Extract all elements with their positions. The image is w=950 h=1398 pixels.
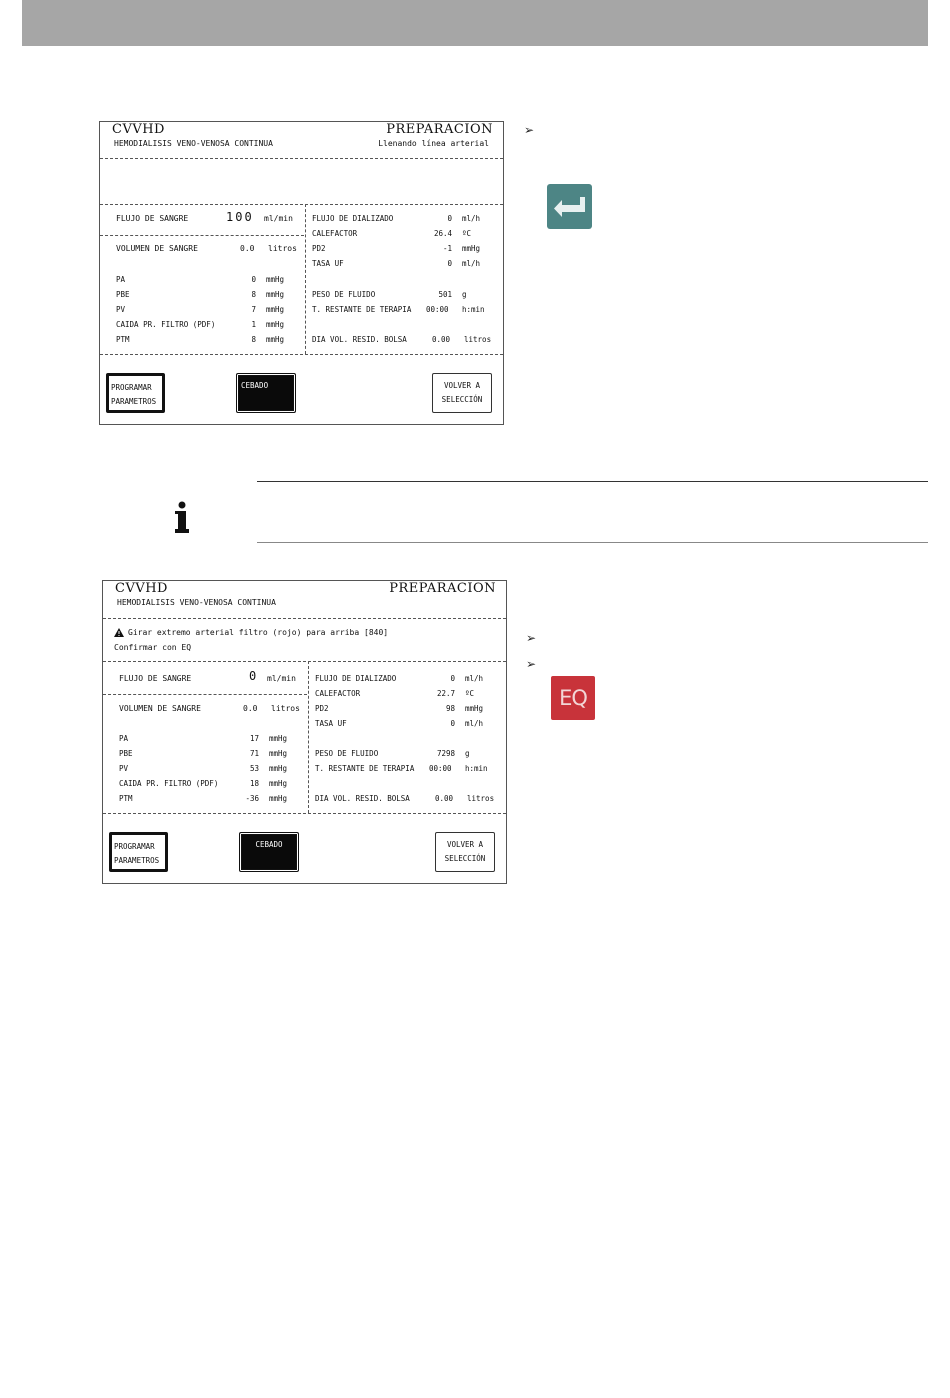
mode-title: CVVHD: [115, 581, 168, 596]
blood-volume-value: 0.0: [240, 244, 255, 253]
uf-rate-unit: ml/h: [462, 259, 481, 268]
pd2-unit: mmHg: [465, 704, 484, 713]
pd2-label: PD2: [312, 244, 326, 253]
dialysate-flow-unit: ml/h: [462, 214, 481, 223]
dialysate-flow-unit: ml/h: [465, 674, 484, 683]
divider: [100, 158, 503, 159]
fluid-weight-value: 501: [438, 290, 452, 299]
phase-status: Llenando línea arterial: [378, 139, 489, 148]
bag-volume-unit: litros: [464, 335, 492, 344]
blood-volume-value: 0.0: [243, 704, 258, 713]
fluid-weight-unit: g: [462, 290, 467, 299]
bag-volume-label: DIA VOL. RESID. BOLSA: [315, 794, 410, 803]
alert-message: Girar extremo arterial filtro (rojo) para arriba [840]: [128, 628, 389, 637]
heater-value: 22.7: [436, 689, 455, 698]
back-to-selection-button[interactable]: [432, 373, 492, 413]
pbe-label: PBE: [116, 290, 130, 299]
fluid-weight-label: PESO DE FLUIDO: [312, 290, 376, 299]
pv-value: 7: [251, 305, 256, 314]
uf-rate-label: TASA UF: [315, 719, 347, 728]
pa-label: PA: [116, 275, 126, 284]
ptm-value: 8: [251, 335, 256, 344]
button-label: SELECCIÓN: [441, 395, 483, 404]
pdf-label: CAIDA PR. FILTRO (PDF): [116, 320, 216, 329]
ptm-label: PTM: [119, 794, 133, 803]
divider: [103, 618, 506, 619]
pbe-value: 8: [251, 290, 256, 299]
blood-flow-label: FLUJO DE SANGRE: [116, 214, 189, 223]
program-parameters-button[interactable]: [109, 832, 168, 872]
pd2-label: PD2: [315, 704, 329, 713]
machine-screen-preparation-filling: [99, 121, 504, 425]
blood-flow-label: FLUJO DE SANGRE: [119, 674, 192, 683]
divider: [103, 694, 307, 695]
pd2-value: -1: [442, 244, 452, 253]
button-label: PARAMETROS: [114, 856, 160, 865]
blood-volume-label: VOLUMEN DE SANGRE: [116, 244, 198, 253]
bullet-arrow-icon: ➢: [524, 123, 535, 137]
header-bar: [22, 0, 928, 46]
dialysate-flow-label: FLUJO DE DIALIZADO: [315, 674, 397, 683]
mode-description: HEMODIALISIS VENO-VENOSA CONTINUA: [114, 139, 273, 148]
back-to-selection-button[interactable]: [435, 832, 495, 872]
remaining-time-value: 00:00: [429, 764, 452, 773]
eq-key-icon: EQ: [551, 676, 595, 720]
button-label: CEBADO: [255, 840, 283, 849]
button-label: PROGRAMAR: [114, 842, 155, 851]
alert-confirm: Confirmar con EQ: [114, 643, 192, 652]
mode-description: HEMODIALISIS VENO-VENOSA CONTINUA: [117, 598, 276, 607]
pv-value: 53: [249, 764, 259, 773]
mode-title: CVVHD: [112, 122, 165, 137]
info-icon: [172, 500, 192, 534]
blood-flow-unit: ml/min: [264, 214, 293, 223]
blood-flow-value: 0: [249, 669, 257, 683]
machine-screen-preparation-alert: [102, 580, 507, 884]
blood-flow-value: 100: [226, 210, 254, 224]
column-divider: [305, 204, 306, 354]
heater-unit: ºC: [465, 689, 475, 698]
remaining-time-value: 00:00: [426, 305, 449, 314]
heater-label: CALEFACTOR: [312, 229, 358, 238]
bag-volume-unit: litros: [467, 794, 495, 803]
pbe-unit: mmHg: [266, 290, 285, 299]
remaining-time-unit: h:min: [462, 305, 485, 314]
button-label: PARAMETROS: [111, 397, 157, 406]
blood-volume-unit: litros: [271, 704, 300, 713]
note-bottom-rule: [257, 542, 928, 543]
enter-key-icon: [547, 184, 592, 229]
pd2-unit: mmHg: [462, 244, 481, 253]
warning-icon: [114, 628, 124, 639]
heater-unit: ºC: [462, 229, 472, 238]
pv-unit: mmHg: [269, 764, 288, 773]
bag-volume-value: 0.00: [435, 794, 454, 803]
remaining-time-label: T. RESTANTE DE TERAPIA: [315, 764, 415, 773]
button-label: VOLVER A: [443, 381, 481, 390]
pbe-unit: mmHg: [269, 749, 288, 758]
fluid-weight-value: 7298: [436, 749, 455, 758]
button-label: SELECCIÓN: [444, 854, 486, 863]
pdf-label: CAIDA PR. FILTRO (PDF): [119, 779, 219, 788]
heater-value: 26.4: [433, 229, 452, 238]
prime-button[interactable]: [236, 373, 296, 413]
pa-unit: mmHg: [266, 275, 285, 284]
divider: [103, 813, 506, 814]
button-label: VOLVER A: [446, 840, 484, 849]
divider: [100, 235, 304, 236]
remaining-time-unit: h:min: [465, 764, 488, 773]
button-label: PROGRAMAR: [111, 383, 152, 392]
uf-rate-value: 0: [450, 719, 455, 728]
divider: [100, 204, 503, 205]
pa-label: PA: [119, 734, 129, 743]
ptm-unit: mmHg: [266, 335, 285, 344]
pdf-unit: mmHg: [266, 320, 285, 329]
remaining-time-label: T. RESTANTE DE TERAPIA: [312, 305, 412, 314]
bag-volume-label: DIA VOL. RESID. BOLSA: [312, 335, 407, 344]
uf-rate-value: 0: [447, 259, 452, 268]
blood-flow-unit: ml/min: [267, 674, 296, 683]
fluid-weight-label: PESO DE FLUIDO: [315, 749, 379, 758]
pdf-value: 18: [249, 779, 259, 788]
divider: [100, 354, 503, 355]
ptm-unit: mmHg: [269, 794, 288, 803]
ptm-label: PTM: [116, 335, 130, 344]
pd2-value: 98: [445, 704, 455, 713]
pa-value: 0: [251, 275, 256, 284]
pdf-unit: mmHg: [269, 779, 288, 788]
divider: [103, 661, 506, 662]
pa-value: 17: [249, 734, 259, 743]
bullet-arrow-icon: ➢: [526, 631, 537, 645]
pdf-value: 1: [251, 320, 256, 329]
button-label: CEBADO: [241, 381, 269, 390]
pbe-label: PBE: [119, 749, 133, 758]
pv-label: PV: [116, 305, 126, 314]
dialysate-flow-label: FLUJO DE DIALIZADO: [312, 214, 394, 223]
program-parameters-button[interactable]: [106, 373, 165, 413]
pa-unit: mmHg: [269, 734, 288, 743]
fluid-weight-unit: g: [465, 749, 470, 758]
blood-volume-unit: litros: [268, 244, 297, 253]
bag-volume-value: 0.00: [432, 335, 451, 344]
heater-label: CALEFACTOR: [315, 689, 361, 698]
phase-title: PREPARACION: [386, 122, 493, 137]
bullet-arrow-icon: ➢: [526, 657, 537, 671]
pv-unit: mmHg: [266, 305, 285, 314]
column-divider: [308, 661, 309, 813]
uf-rate-unit: ml/h: [465, 719, 484, 728]
dialysate-flow-value: 0: [447, 214, 452, 223]
ptm-value: -36: [245, 794, 259, 803]
blood-volume-label: VOLUMEN DE SANGRE: [119, 704, 201, 713]
uf-rate-label: TASA UF: [312, 259, 344, 268]
pv-label: PV: [119, 764, 129, 773]
note-top-rule: [257, 481, 928, 482]
pbe-value: 71: [249, 749, 259, 758]
phase-title: PREPARACION: [389, 581, 496, 596]
prime-button[interactable]: [239, 832, 299, 872]
dialysate-flow-value: 0: [450, 674, 455, 683]
